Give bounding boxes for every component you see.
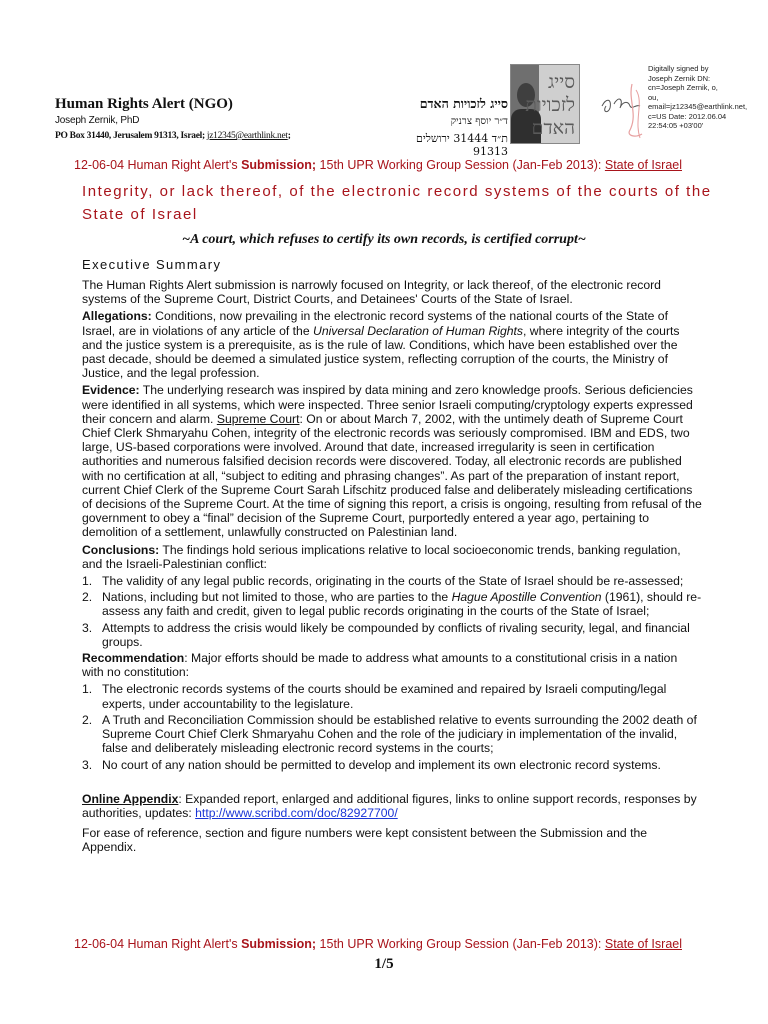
state-of-israel-link[interactable]: State of Israel: [604, 158, 682, 172]
conclusions-list: [82, 574, 702, 649]
list-item: 3. No court of any nation should be permitted to develop and implement its own electronic record systems.: [82, 757, 661, 772]
org-address: PO Box 31440, Jerusalem 91313, Israel; jz12345@earthlink.net;: [55, 131, 291, 141]
email-link[interactable]: jz12345@earthlink.net: [206, 131, 288, 141]
org-logo: [510, 64, 580, 144]
document-quote: ~A court, which refuses to certify its own records, is certified corrupt~: [182, 232, 586, 247]
list-item: 2. Nations, including but not limited to those, who are parties to the Hague Apostille Convention (1961), should re-assess any faith and credit, given to legal public records originating in the courts of the State of Israel;: [82, 590, 702, 619]
session-line: 12-06-04 Human Right Alert's Submission; 15th UPR Working Group Session (Jan-Feb 2013): State of Israel: [74, 158, 682, 172]
header-hebrew-block: [388, 96, 508, 158]
appendix-link[interactable]: http://www.scribd.com/doc/82927700/: [195, 805, 398, 820]
digital-signature-text: Digitally signed by Joseph Zernik DN: cn=Joseph Zernik, o, ou, email=jz12345@earthlink.net, c=US Date: 2012.06.04 22:54:05 +03'00': [648, 64, 748, 130]
recommendation-paragraph: Recommendation: Major efforts should be made to address what amounts to a constitutional crisis in a nation with no constitution:: [82, 651, 678, 680]
document-title: Integrity, or lack thereof, of the electronic record systems of the courts of the State of Israel: [82, 183, 712, 223]
list-item: 3. Attempts to address the crisis would likely be compounded by conflicts of rivaling security, legal, and financial groups.: [82, 620, 690, 649]
allegations-paragraph: Allegations: Conditions, now prevailing in the electronic record systems of the national courts of the State of Israel, are in violations of any article of the Universal Declaration of Human Rights, where integrity of the courts and the justice system is a prerequisite, as is the rule of law. Conditions, which have been established over the past decade, should be deemed a simulated justice system, reflecting corruption of the courts, the Ministry of Justice, and the legal profession.: [82, 309, 680, 381]
conclusions-paragraph: Conclusions: The findings hold serious implications relative to local socioeconomic trends, banking regulation, and the Israeli-Palestinian conflict:: [82, 542, 681, 571]
logo-text: סייג לזכויות האדם: [525, 71, 575, 139]
header-org-block: [55, 96, 291, 141]
hebrew-author-name: ד״ר יוסף צרניק: [450, 116, 508, 127]
reference-note: For ease of reference, section and figure numbers were kept consistent between the Submission and the Appendix.: [82, 826, 648, 855]
evidence-paragraph: Evidence: The underlying research was inspired by data mining and zero knowledge proofs. Serious deficiencies were identified in all systems, which were inspected. Three senior Israeli computing/cryptology experts expressed their concern and alarm. Supreme Court: On or about March 7, 2002, with the untimely death of Supreme Court Chief Clerk Shmaryahu Cohen, integrity of the electronic records was seriously compromised. IBM and EDS, two large, US-based corporations were involved. Around that date, increased irregularity is seen in certification authorities and numerous falsified decision records were discovered. Today, all electronic records are published with no certification at all, “subject to editing and phrasing changes”. As part of the preparation of instant report, current Chief Clerk of the Supreme Court Sarah Lifschitz produced false and deliberately misleading certifications of decisions of the Supreme Court. At the time of signing this report, a crisis is ongoing, resulting from refusal of the government to obey a “final” decision of the Supreme Court, purportedly entered a year ago, pertaining to demolition of a settlement, unlawfully constructed on Palestinian land.: [82, 383, 702, 540]
intro-paragraph: The Human Rights Alert submission is narrowly focused on Integrity, or lack thereof, of the electronic record systems of the Supreme Court, District Courts, and Detainees' Courts of the State of Israel.: [82, 278, 661, 307]
list-item: 1. The electronic records systems of the courts should be examined and repaired by Israeli computing/legal experts, under accountability to the legislature.: [82, 682, 667, 711]
list-item: 1. The validity of any legal public records, originating in the courts of the State of Israel should be re-assessed;: [82, 574, 684, 589]
hebrew-address: ת״ד 31444 ירושלים 91313: [416, 132, 508, 158]
appendix-paragraph: Online Appendix: Expanded report, enlarged and additional figures, links to online support records, responses by authorities, updates: http://www.scribd.com/doc/82927700/: [82, 791, 697, 820]
footer-session-line: 12-06-04 Human Right Alert's Submission; 15th UPR Working Group Session (Jan-Feb 2013): State of Israel: [74, 937, 682, 951]
list-item: 2. A Truth and Reconciliation Commission should be established relative to events surrounding the 2002 death of Supreme Court Chief Clerk Shmaryahu Cohen and the role of the judiciary in implementation of the invalid, false and deliberately misleading electronic record systems in the courts;: [82, 712, 697, 756]
section-heading: Executive Summary: [82, 257, 222, 272]
org-name: Human Rights Alert (NGO): [55, 96, 233, 112]
recommendation-list: [82, 682, 702, 771]
hebrew-org-name: סייג לזכויות האדם: [419, 96, 508, 111]
page-number: 1/5: [374, 956, 394, 972]
footer-state-of-israel-link[interactable]: State of Israel: [604, 937, 682, 951]
signature-icon: [598, 80, 646, 140]
main-body: [82, 278, 702, 858]
author-name: Joseph Zernik, PhD: [55, 115, 140, 126]
